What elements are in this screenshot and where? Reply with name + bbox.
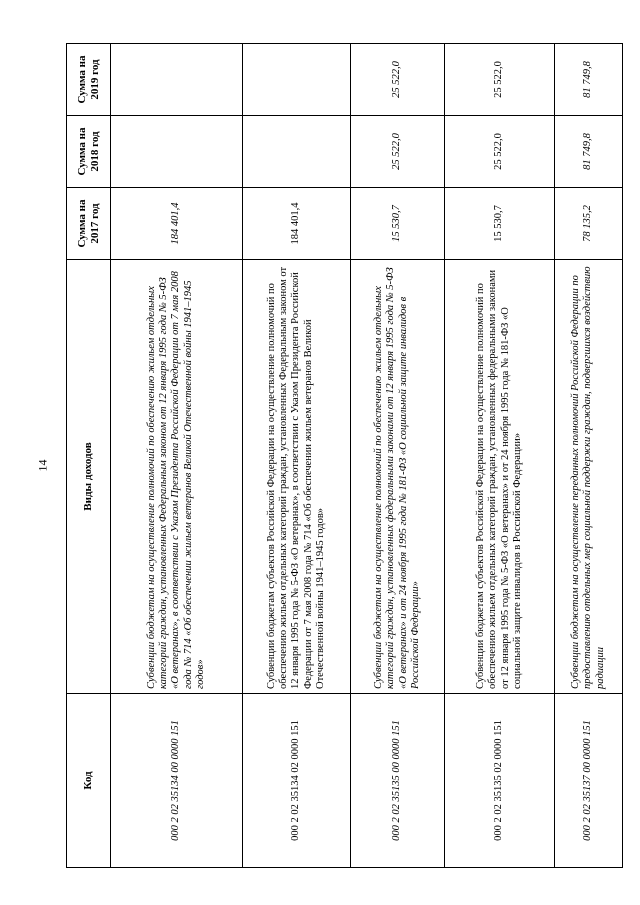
- row-sum-2019: 81 749,8: [555, 44, 623, 116]
- row-sum-2017: 78 135,2: [555, 188, 623, 260]
- row-sum-2018: [243, 116, 351, 188]
- header-sum-2019: Сумма на 2019 год: [67, 44, 111, 116]
- header-sum-2018: Сумма на 2018 год: [67, 116, 111, 188]
- table-row: [555, 44, 623, 868]
- row-sum-2018: 25 522,0: [351, 116, 445, 188]
- header-sum-2017: Сумма на 2017 год: [67, 188, 111, 260]
- row-sum-2019: [243, 44, 351, 116]
- row-code: 000 2 02 35134 02 0000 151: [243, 694, 351, 868]
- row-sum-2019: 25 522,0: [445, 44, 555, 116]
- revenue-table: [66, 43, 623, 868]
- row-revenue-type: Субвенции бюджетам на осуществление переданных полномочий Российской Федерации по предоставлению отдельных мер социальной поддержки граждан, подвергшихся воздействию радиации: [555, 260, 623, 694]
- table-row: [243, 44, 351, 868]
- row-revenue-type: Субвенции бюджетам субъектов Российской Федерации на осуществление полномочий по обеспечению жильем отдельных категорий граждан, установленных Федеральным законом от 12 января 1995 года № 5-ФЗ «О ветеранах», в соответствии с Указом Президента Российской Федерации от 7 мая 2008 года № 714 «Об обеспечении жильем ветеранов Великой Отечественной войны 1941–1945 годов»: [243, 260, 351, 694]
- page-number: 14: [35, 459, 50, 472]
- row-code: 000 2 02 35134 00 0000 151: [111, 694, 243, 868]
- row-sum-2018: [111, 116, 243, 188]
- row-sum-2017: 184 401,4: [243, 188, 351, 260]
- table-row: [111, 44, 243, 868]
- row-sum-2017: 184 401,4: [111, 188, 243, 260]
- row-code: 000 2 02 35135 02 0000 151: [445, 694, 555, 868]
- row-revenue-type: Субвенции бюджетам на осуществление полномочий по обеспечению жильем отдельных категорий граждан, установленных Федеральным законом от 12 января 1995 года № 5-ФЗ «О ветеранах», в соответствии с Указом Президента Российской Федерации от 7 мая 2008 года № 714 «Об обеспечении жильем ветеранов Великой Отечественной войны 1941–1945 годов»: [111, 260, 243, 694]
- row-revenue-type: Субвенции бюджетам на осуществление полномочий по обеспечению жильем отдельных категорий граждан, установленных федеральными законами от 12 января 1995 года № 5-ФЗ «О ветеранах» и от 24 ноября 1995 года № 181-ФЗ «О социальной защите инвалидов в Российской Федерации»: [351, 260, 445, 694]
- row-sum-2019: [111, 44, 243, 116]
- row-sum-2017: 15 530,7: [445, 188, 555, 260]
- row-sum-2018: 81 749,8: [555, 116, 623, 188]
- row-code: 000 2 02 35135 00 0000 151: [351, 694, 445, 868]
- header-revenue-type: Виды доходов: [67, 260, 111, 694]
- revenue-table-container: [66, 55, 622, 868]
- table-row: [445, 44, 555, 868]
- table-header-row: [67, 44, 111, 868]
- row-code: 000 2 02 35137 00 0000 151: [555, 694, 623, 868]
- header-code: Код: [67, 694, 111, 868]
- row-revenue-type: Субвенции бюджетам субъектов Российской Федерации на осуществление полномочий по обеспечению жильем отдельных категорий граждан, установленных федеральными законами от 12 января 1995 года № 5-ФЗ «О ветеранах» и от 24 ноября 1995 года № 181-ФЗ «О социальной защите инвалидов в Российской Федерации»: [445, 260, 555, 694]
- row-sum-2019: 25 522,0: [351, 44, 445, 116]
- row-sum-2018: 25 522,0: [445, 116, 555, 188]
- row-sum-2017: 15 530,7: [351, 188, 445, 260]
- table-row: [351, 44, 445, 868]
